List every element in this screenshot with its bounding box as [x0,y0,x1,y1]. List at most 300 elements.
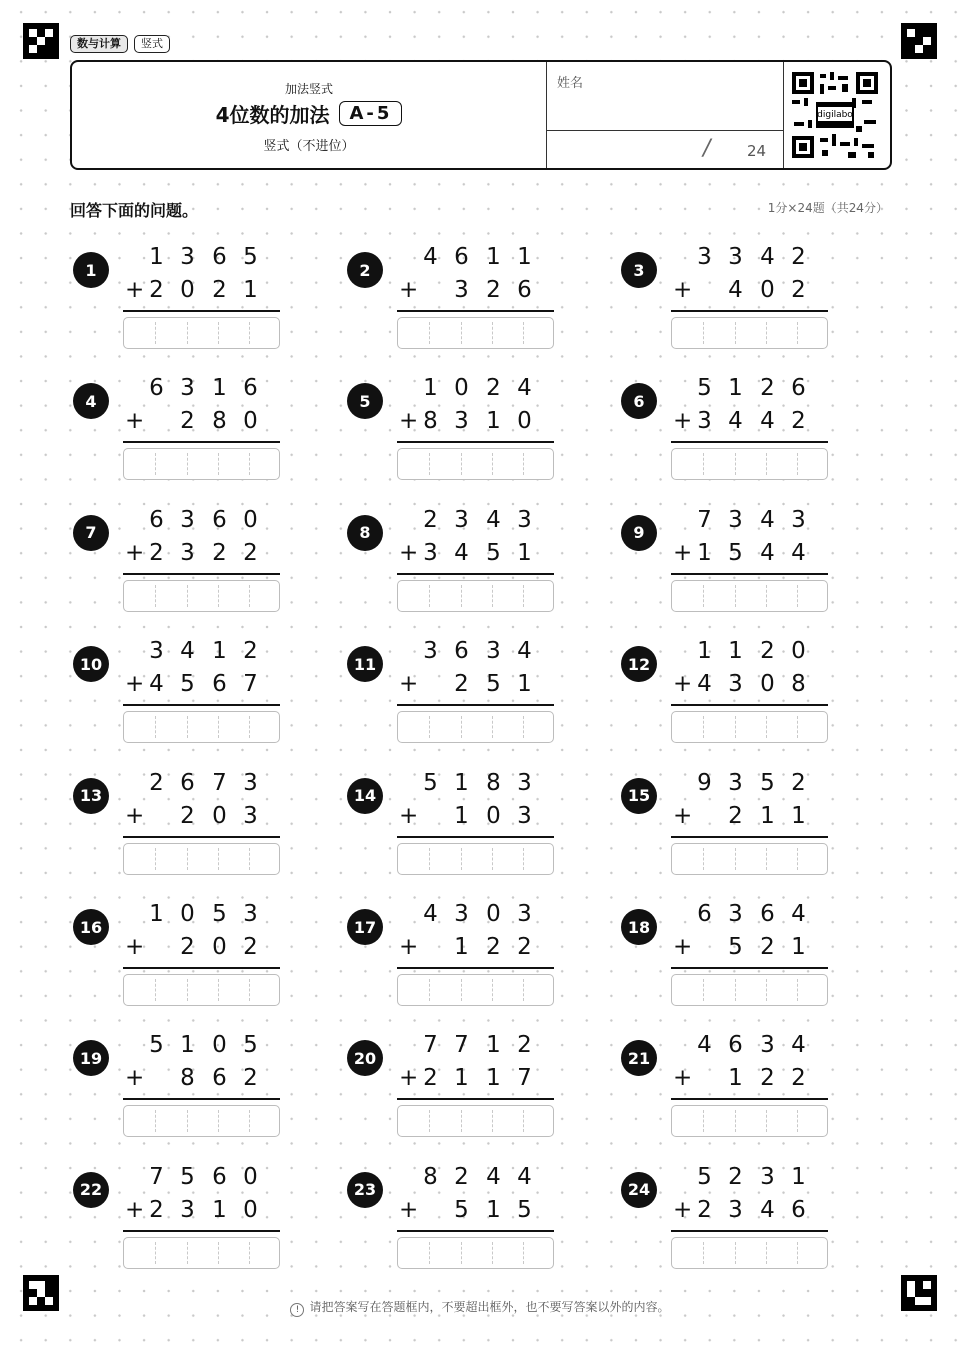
digit: 1 [212,375,227,402]
digit-separator [461,979,462,1001]
digit-separator [492,979,493,1001]
answer-box[interactable] [123,317,280,349]
digit: 5 [697,375,712,402]
digit: 5 [728,934,743,960]
answer-box[interactable] [123,974,280,1006]
addend-bottom [123,1065,280,1097]
addend-top [671,244,828,276]
digit-separator [187,848,188,870]
digit-separator [187,322,188,344]
plus-sign: + [125,671,145,698]
digit: 5 [212,901,227,927]
digit: 0 [486,802,501,829]
digit-separator [155,848,156,870]
digit-separator [249,322,250,344]
problem-item [73,506,303,625]
answer-box[interactable] [671,448,828,480]
digit: 3 [423,539,438,566]
addend-top [671,901,828,933]
digit-separator [461,716,462,738]
digit: 0 [180,277,195,303]
digit: 0 [243,1196,258,1223]
digit-separator [797,979,798,1001]
digit-separator [797,716,798,738]
digit: 6 [697,901,712,927]
problem-item [621,375,851,493]
addend-bottom [397,1197,554,1229]
worksheet-subtitle: 竖式（不进位） [263,139,355,154]
digit: 3 [486,638,501,665]
plus-sign: + [125,408,145,435]
sum-line [397,310,554,312]
sum-line [397,573,554,575]
digit-separator [187,979,188,1001]
digit: 2 [760,1065,775,1092]
answer-box[interactable] [397,974,554,1006]
digit: 0 [486,901,501,927]
digit: 4 [760,1196,775,1223]
top-left-marker-icon [23,23,59,59]
problem-item [347,506,577,625]
digit: 3 [728,244,743,270]
digit: 1 [454,769,469,796]
digit: 4 [791,1032,806,1059]
digit-separator [218,585,219,607]
answer-box[interactable] [397,448,554,480]
digit-separator [523,585,524,607]
sum-line [123,441,280,443]
sum-line [671,1098,828,1100]
answer-box[interactable] [397,711,554,743]
digit-separator [249,1110,250,1132]
plus-sign: + [125,277,145,303]
sum-line [671,704,828,706]
plus-sign: + [125,539,145,566]
digit: 3 [180,244,195,270]
digit: 3 [517,901,532,927]
digit: 2 [760,375,775,402]
digit-separator [492,453,493,475]
digit: 1 [728,375,743,402]
digit-separator [155,322,156,344]
answer-box[interactable] [123,843,280,875]
addend-bottom [397,934,554,966]
digit: 8 [486,769,501,796]
digit-separator [249,585,250,607]
digit: 8 [791,671,806,698]
digit: 4 [517,638,532,665]
problem-number: 4 [73,383,109,419]
digit: 0 [212,934,227,960]
problem-number: 15 [621,778,657,814]
digit: 1 [517,244,532,270]
digit-separator [703,1110,704,1132]
digit: 2 [760,638,775,665]
digit-separator [461,1110,462,1132]
digit: 3 [423,638,438,665]
addend-bottom [397,540,554,572]
digit-separator [187,453,188,475]
digit: 5 [423,769,438,796]
digit: 2 [454,671,469,698]
digit: 4 [486,506,501,533]
digit: 6 [180,769,195,796]
digit-separator [703,322,704,344]
digit: 2 [517,1032,532,1059]
answer-box[interactable] [123,1237,280,1269]
digit: 3 [728,506,743,533]
answer-box[interactable] [671,843,828,875]
digit: 6 [149,375,164,402]
digit-separator [187,1242,188,1264]
digit: 4 [149,671,164,698]
plus-sign: + [399,671,419,698]
digit-separator [766,848,767,870]
info-icon: ! [290,1303,304,1317]
plus-sign: + [399,934,419,960]
answer-box[interactable] [123,580,280,612]
digit: 2 [212,539,227,566]
digit: 8 [180,1065,195,1092]
digit-separator [155,1110,156,1132]
plus-sign: + [125,802,145,829]
problem-number: 12 [621,646,657,682]
addend-top [123,1032,280,1064]
digit-separator [218,979,219,1001]
digit-separator [703,979,704,1001]
digit: 4 [423,244,438,270]
digit-separator [523,1242,524,1264]
category-tag: 数与计算 [70,35,128,53]
plus-sign: + [673,1196,693,1223]
digit-separator [523,322,524,344]
addend-top [671,375,828,407]
digit: 4 [454,539,469,566]
digit: 6 [728,1032,743,1059]
worksheet-title: 4位数的加法 [215,103,330,127]
digit: 1 [180,1032,195,1059]
digit: 3 [517,769,532,796]
digit: 5 [486,539,501,566]
digit-separator [429,1242,430,1264]
digit-separator [492,1110,493,1132]
digit: 4 [486,1163,501,1190]
digit: 2 [791,1065,806,1092]
digit: 2 [180,802,195,829]
digit: 1 [149,901,164,927]
digit: 4 [728,408,743,435]
problem-number: 14 [347,778,383,814]
digit: 2 [243,539,258,566]
digit: 2 [212,277,227,303]
digit: 2 [791,277,806,303]
problem-item [347,375,577,493]
plus-sign: + [399,408,419,435]
digit: 4 [517,1163,532,1190]
plus-sign: + [399,1196,419,1223]
digit: 4 [760,506,775,533]
digit: 5 [149,1032,164,1059]
sum-line [397,1098,554,1100]
digit-separator [187,1110,188,1132]
digit: 1 [791,1163,806,1190]
problem-item [73,638,303,756]
digit: 1 [454,934,469,960]
problem-number: 7 [73,515,109,551]
answer-box[interactable] [123,1105,280,1137]
addend-bottom [123,540,280,572]
problem-item [621,506,851,625]
problem-item [347,1163,577,1282]
points-text: 1分×24题（共24分） [767,201,888,215]
addend-bottom [671,277,828,309]
answer-box[interactable] [671,974,828,1006]
plus-sign: + [399,277,419,303]
digit: 4 [760,539,775,566]
digit-separator [461,585,462,607]
digit-separator [766,1110,767,1132]
addend-top [397,1032,554,1064]
digit: 4 [697,1032,712,1059]
digit: 2 [760,934,775,960]
digit-separator [735,1110,736,1132]
digit: 8 [212,408,227,435]
title-area [72,62,546,168]
addend-bottom [671,540,828,572]
digit: 4 [728,277,743,303]
addend-bottom [671,1065,828,1097]
digit: 2 [486,934,501,960]
digit-separator [703,716,704,738]
digit: 5 [697,1163,712,1190]
problem-number: 21 [621,1040,657,1076]
digit: 1 [423,375,438,402]
addend-bottom [671,671,828,703]
digit-separator [461,322,462,344]
digit: 5 [454,1196,469,1223]
digit-separator [797,585,798,607]
digit: 0 [243,1163,258,1190]
digit-separator [735,716,736,738]
problem-number: 13 [73,778,109,814]
digit-separator [461,1242,462,1264]
digit: 6 [791,1196,806,1223]
problem-number: 1 [73,252,109,288]
digit: 1 [517,671,532,698]
problem-item [73,244,303,362]
digit-separator [735,453,736,475]
plus-sign: + [673,277,693,303]
digit-separator [523,716,524,738]
problem-number: 18 [621,909,657,945]
answer-box[interactable] [671,1237,828,1269]
sum-line [671,441,828,443]
sum-line [671,967,828,969]
problem-number: 5 [347,383,383,419]
problem-number: 6 [621,383,657,419]
digit-separator [218,322,219,344]
addend-bottom [123,934,280,966]
digit-separator [429,979,430,1001]
problem-item [621,1032,851,1150]
digit: 2 [149,277,164,303]
answer-box[interactable] [397,1237,554,1269]
digit: 1 [791,934,806,960]
addend-top [397,638,554,670]
digit: 1 [486,244,501,270]
digit: 0 [243,506,258,533]
answer-box[interactable] [397,1105,554,1137]
digit: 1 [517,539,532,566]
digit-separator [429,848,430,870]
problem-item [621,244,851,362]
digit: 8 [423,1163,438,1190]
digit: 1 [486,1065,501,1092]
sum-line [123,704,280,706]
digit: 6 [212,244,227,270]
digit: 2 [791,244,806,270]
digit: 3 [517,506,532,533]
digit: 7 [243,671,258,698]
problem-item [73,769,303,888]
problem-number: 2 [347,252,383,288]
addend-top [671,1164,828,1196]
problem-item [621,769,851,888]
digit: 6 [454,244,469,270]
sum-line [671,573,828,575]
digit: 1 [243,277,258,303]
name-score-area [546,62,784,168]
digit: 3 [454,408,469,435]
problem-item [73,901,303,1019]
digit: 1 [697,638,712,665]
plus-sign: + [399,802,419,829]
addend-top [123,375,280,407]
sum-line [123,573,280,575]
problem-item [347,244,577,362]
digit: 6 [760,901,775,927]
problem-number: 23 [347,1172,383,1208]
addend-top [123,1164,280,1196]
answer-box[interactable] [123,711,280,743]
digit: 2 [180,934,195,960]
digit: 2 [486,277,501,303]
digit: 3 [728,671,743,698]
plus-sign: + [673,934,693,960]
digit: 5 [517,1196,532,1223]
digit: 3 [149,638,164,665]
digit: 3 [180,375,195,402]
answer-box[interactable] [671,580,828,612]
digit: 2 [486,375,501,402]
digit: 3 [760,1032,775,1059]
answer-box[interactable] [397,580,554,612]
digit: 3 [454,277,469,303]
digit: 2 [149,539,164,566]
digit: 1 [454,802,469,829]
qr-caption: digilabo [817,110,853,120]
sum-line [671,836,828,838]
problem-number: 17 [347,909,383,945]
digit-separator [429,716,430,738]
digit: 3 [454,506,469,533]
digit: 2 [728,1163,743,1190]
digit: 2 [149,769,164,796]
sum-line [123,1230,280,1232]
answer-box[interactable] [397,317,554,349]
problem-item [347,769,577,888]
digit: 1 [454,1065,469,1092]
answer-box[interactable] [671,1105,828,1137]
answer-box[interactable] [671,711,828,743]
digit-separator [735,585,736,607]
digit: 5 [728,539,743,566]
answer-box[interactable] [671,317,828,349]
addend-top [123,507,280,539]
plus-sign: + [125,1196,145,1223]
digit: 5 [486,671,501,698]
digit: 3 [180,506,195,533]
digit-separator [766,453,767,475]
footer-note [0,1298,960,1317]
digit-separator [429,322,430,344]
digit-separator [155,1242,156,1264]
problem-number: 10 [73,646,109,682]
plus-sign: + [125,934,145,960]
digit: 1 [486,408,501,435]
plus-sign: + [673,408,693,435]
digit: 6 [212,1163,227,1190]
worksheet-category: 加法竖式 [284,82,333,96]
digit: 2 [243,638,258,665]
digit: 4 [697,671,712,698]
problem-number: 19 [73,1040,109,1076]
digit: 6 [243,375,258,402]
digit-separator [187,716,188,738]
digit-separator [155,979,156,1001]
plus-sign: + [399,1065,419,1092]
digit: 2 [697,1196,712,1223]
digit: 0 [243,408,258,435]
digit-separator [735,322,736,344]
sum-line [123,310,280,312]
sum-line [123,967,280,969]
addend-top [123,770,280,802]
addend-top [397,901,554,933]
answer-box[interactable] [397,843,554,875]
sum-line [397,1230,554,1232]
problem-item [621,638,851,756]
answer-box[interactable] [123,448,280,480]
digit: 1 [212,1196,227,1223]
digit: 0 [180,901,195,927]
digit-separator [766,716,767,738]
digit-separator [218,848,219,870]
addend-bottom [397,671,554,703]
problem-number: 24 [621,1172,657,1208]
digit: 6 [791,375,806,402]
addend-top [123,244,280,276]
digit-separator [797,453,798,475]
digit: 6 [212,671,227,698]
digit-separator [218,716,219,738]
addend-top [671,1032,828,1064]
instruction-text: 回答下面的问题。 [70,201,199,220]
sum-line [397,441,554,443]
addend-bottom [123,277,280,309]
digit: 2 [791,408,806,435]
problem-item [621,901,851,1019]
